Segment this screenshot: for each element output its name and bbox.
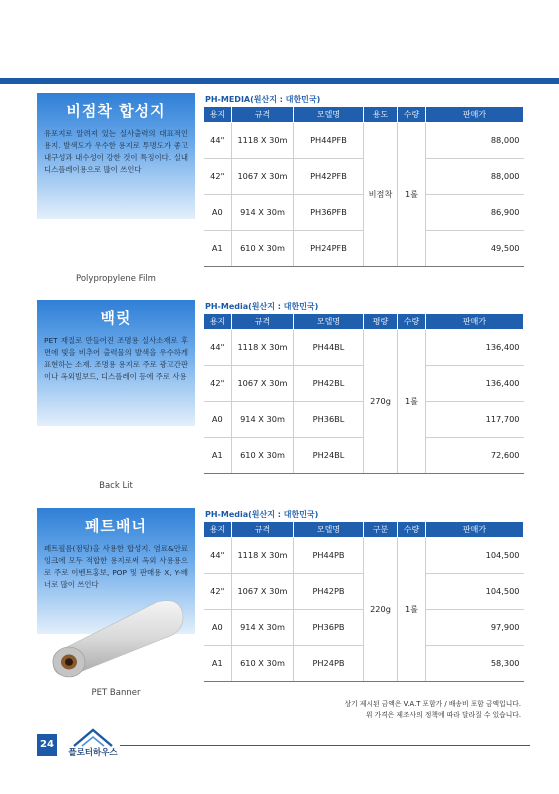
cell-size: 42" (204, 365, 232, 401)
cell-price: 117,700 (426, 401, 524, 437)
cell-quantity: 1롤 (398, 329, 426, 473)
table-header-row (204, 522, 524, 537)
cell-model: PH44PFB (294, 122, 364, 158)
cell-price: 136,400 (426, 365, 524, 401)
col-header: 수량 (398, 314, 426, 329)
cell-price: 88,000 (426, 122, 524, 158)
product-caption: Polypropylene Film (76, 274, 156, 284)
brand-origin: PH-Media(원산지 : 대한민국) (205, 302, 319, 311)
product-card (37, 93, 195, 219)
cell-size: 44" (204, 122, 232, 158)
product-card (37, 300, 195, 426)
cell-model: PH24BL (294, 437, 364, 473)
product-title: 백릿 (100, 309, 132, 327)
table-row (204, 537, 524, 573)
price-notes (345, 699, 521, 720)
table-header-row (204, 314, 524, 329)
cell-spec: 914 X 30m (232, 609, 294, 645)
cell-model: PH42PB (294, 573, 364, 609)
cell-spec: 1118 X 30m (232, 329, 294, 365)
col-header: 규격 (232, 522, 294, 537)
cell-model: PH36PB (294, 609, 364, 645)
col-header: 모델명 (294, 107, 364, 122)
cell-size: 42" (204, 158, 232, 194)
cell-spec: 610 X 30m (232, 230, 294, 266)
media-roll-image (47, 592, 187, 678)
cell-spec: 610 X 30m (232, 645, 294, 681)
price-table (203, 522, 524, 682)
table-header-row (204, 107, 524, 122)
cell-category: 220g (364, 537, 398, 681)
cell-size: A0 (204, 401, 232, 437)
price-table (203, 314, 524, 474)
cell-price: 86,900 (426, 194, 524, 230)
product-section-pet-banner (37, 508, 523, 706)
logo-text: 플로터하우스 (68, 748, 118, 758)
product-description: PET 재질로 만들어진 조명용 실사소재로 후면에 빛을 비추어 출력물의 발색을 우수하게 표현하는 소재. 조명용 용지로 주로 광고간판이나 옥외빌보드, 디스플레이 등에 주로 사용 (44, 336, 188, 381)
top-accent-bar (0, 78, 559, 84)
product-caption: PET Banner (91, 688, 141, 698)
product-info (37, 508, 195, 706)
product-description: 유포지로 알려져 있는 실사출력의 대표적인 용지. 발색도가 우수한 용지로 투명도가 좋고 내구성과 내수성이 강한 것이 특징이다. 실내 디스플레이용으로 많이 쓰인다 (44, 129, 188, 174)
cell-spec: 1067 X 30m (232, 365, 294, 401)
cell-size: 44" (204, 537, 232, 573)
col-header: 규격 (232, 314, 294, 329)
product-description: 페트필름(점팅)을 사용한 합성지. 염료&안료잉크에 모두 적합한 용지로써 옥외 사용용으로 주로 이벤트홍보, POP 및 판매용 X, Y-배너로 많이 쓰인다 (44, 544, 188, 589)
cell-size: 44" (204, 329, 232, 365)
page-footer (0, 724, 559, 764)
cell-quantity: 1롤 (398, 537, 426, 681)
product-caption: Back Lit (99, 481, 133, 491)
table-row (204, 122, 524, 158)
house-icon (62, 726, 124, 748)
cell-model: PH44BL (294, 329, 364, 365)
col-header: 규격 (232, 107, 294, 122)
cell-spec: 1118 X 30m (232, 122, 294, 158)
cell-usage: 비점착 (364, 122, 398, 266)
cell-price: 49,500 (426, 230, 524, 266)
brand-origin: PH-MEDIA(원산지 : 대한민국) (205, 95, 321, 104)
col-header: 수량 (398, 107, 426, 122)
cell-size: A1 (204, 230, 232, 266)
brand-logo (62, 726, 124, 758)
cell-price: 104,500 (426, 573, 524, 609)
col-header: 판매가 (426, 522, 524, 537)
cell-size: A1 (204, 645, 232, 681)
product-title: 비점착 합성지 (66, 102, 166, 120)
cell-size: A0 (204, 609, 232, 645)
cell-price: 72,600 (426, 437, 524, 473)
cell-spec: 1067 X 30m (232, 573, 294, 609)
price-table-block (203, 508, 523, 706)
product-section-backlit (37, 300, 523, 495)
cell-model: PH44PB (294, 537, 364, 573)
cell-size: 42" (204, 573, 232, 609)
cell-model: PH42BL (294, 365, 364, 401)
cell-weight: 270g (364, 329, 398, 473)
note-line: 위 가격은 제조사의 정책에 따라 달라질 수 있습니다. (365, 710, 521, 719)
cell-model: PH36BL (294, 401, 364, 437)
cell-quantity: 1롤 (398, 122, 426, 266)
col-header: 판매가 (426, 314, 524, 329)
price-table (203, 107, 524, 267)
cell-spec: 610 X 30m (232, 437, 294, 473)
product-section-polypropylene (37, 93, 523, 288)
cell-spec: 1118 X 30m (232, 537, 294, 573)
cell-price: 88,000 (426, 158, 524, 194)
col-header: 평량 (364, 314, 398, 329)
cell-price: 58,300 (426, 645, 524, 681)
cell-model: PH24PFB (294, 230, 364, 266)
cell-price: 136,400 (426, 329, 524, 365)
cell-spec: 1067 X 30m (232, 158, 294, 194)
note-line: 상기 제시된 금액은 V.A.T 포함가 / 배송비 포함 금액입니다. (344, 700, 521, 708)
col-header: 수량 (398, 522, 426, 537)
col-header: 용지 (204, 522, 232, 537)
product-info (37, 93, 195, 288)
footer-divider (120, 745, 530, 746)
cell-price: 97,900 (426, 609, 524, 645)
col-header: 용지 (204, 107, 232, 122)
col-header: 모델명 (294, 522, 364, 537)
col-header: 용도 (364, 107, 398, 122)
cell-size: A1 (204, 437, 232, 473)
cell-spec: 914 X 30m (232, 401, 294, 437)
product-info (37, 300, 195, 495)
product-title: 페트배너 (85, 517, 147, 535)
cell-size: A0 (204, 194, 232, 230)
table-row (204, 329, 524, 365)
brand-origin: PH-Media(원산지 : 대한민국) (205, 510, 319, 519)
cell-model: PH24PB (294, 645, 364, 681)
col-header: 모델명 (294, 314, 364, 329)
price-table-block (203, 93, 523, 288)
cell-model: PH42PFB (294, 158, 364, 194)
cell-spec: 914 X 30m (232, 194, 294, 230)
col-header: 용지 (204, 314, 232, 329)
page-number: 24 (37, 734, 57, 756)
col-header: 구분 (364, 522, 398, 537)
cell-price: 104,500 (426, 537, 524, 573)
price-table-block (203, 300, 523, 495)
cell-model: PH36PFB (294, 194, 364, 230)
col-header: 판매가 (426, 107, 524, 122)
